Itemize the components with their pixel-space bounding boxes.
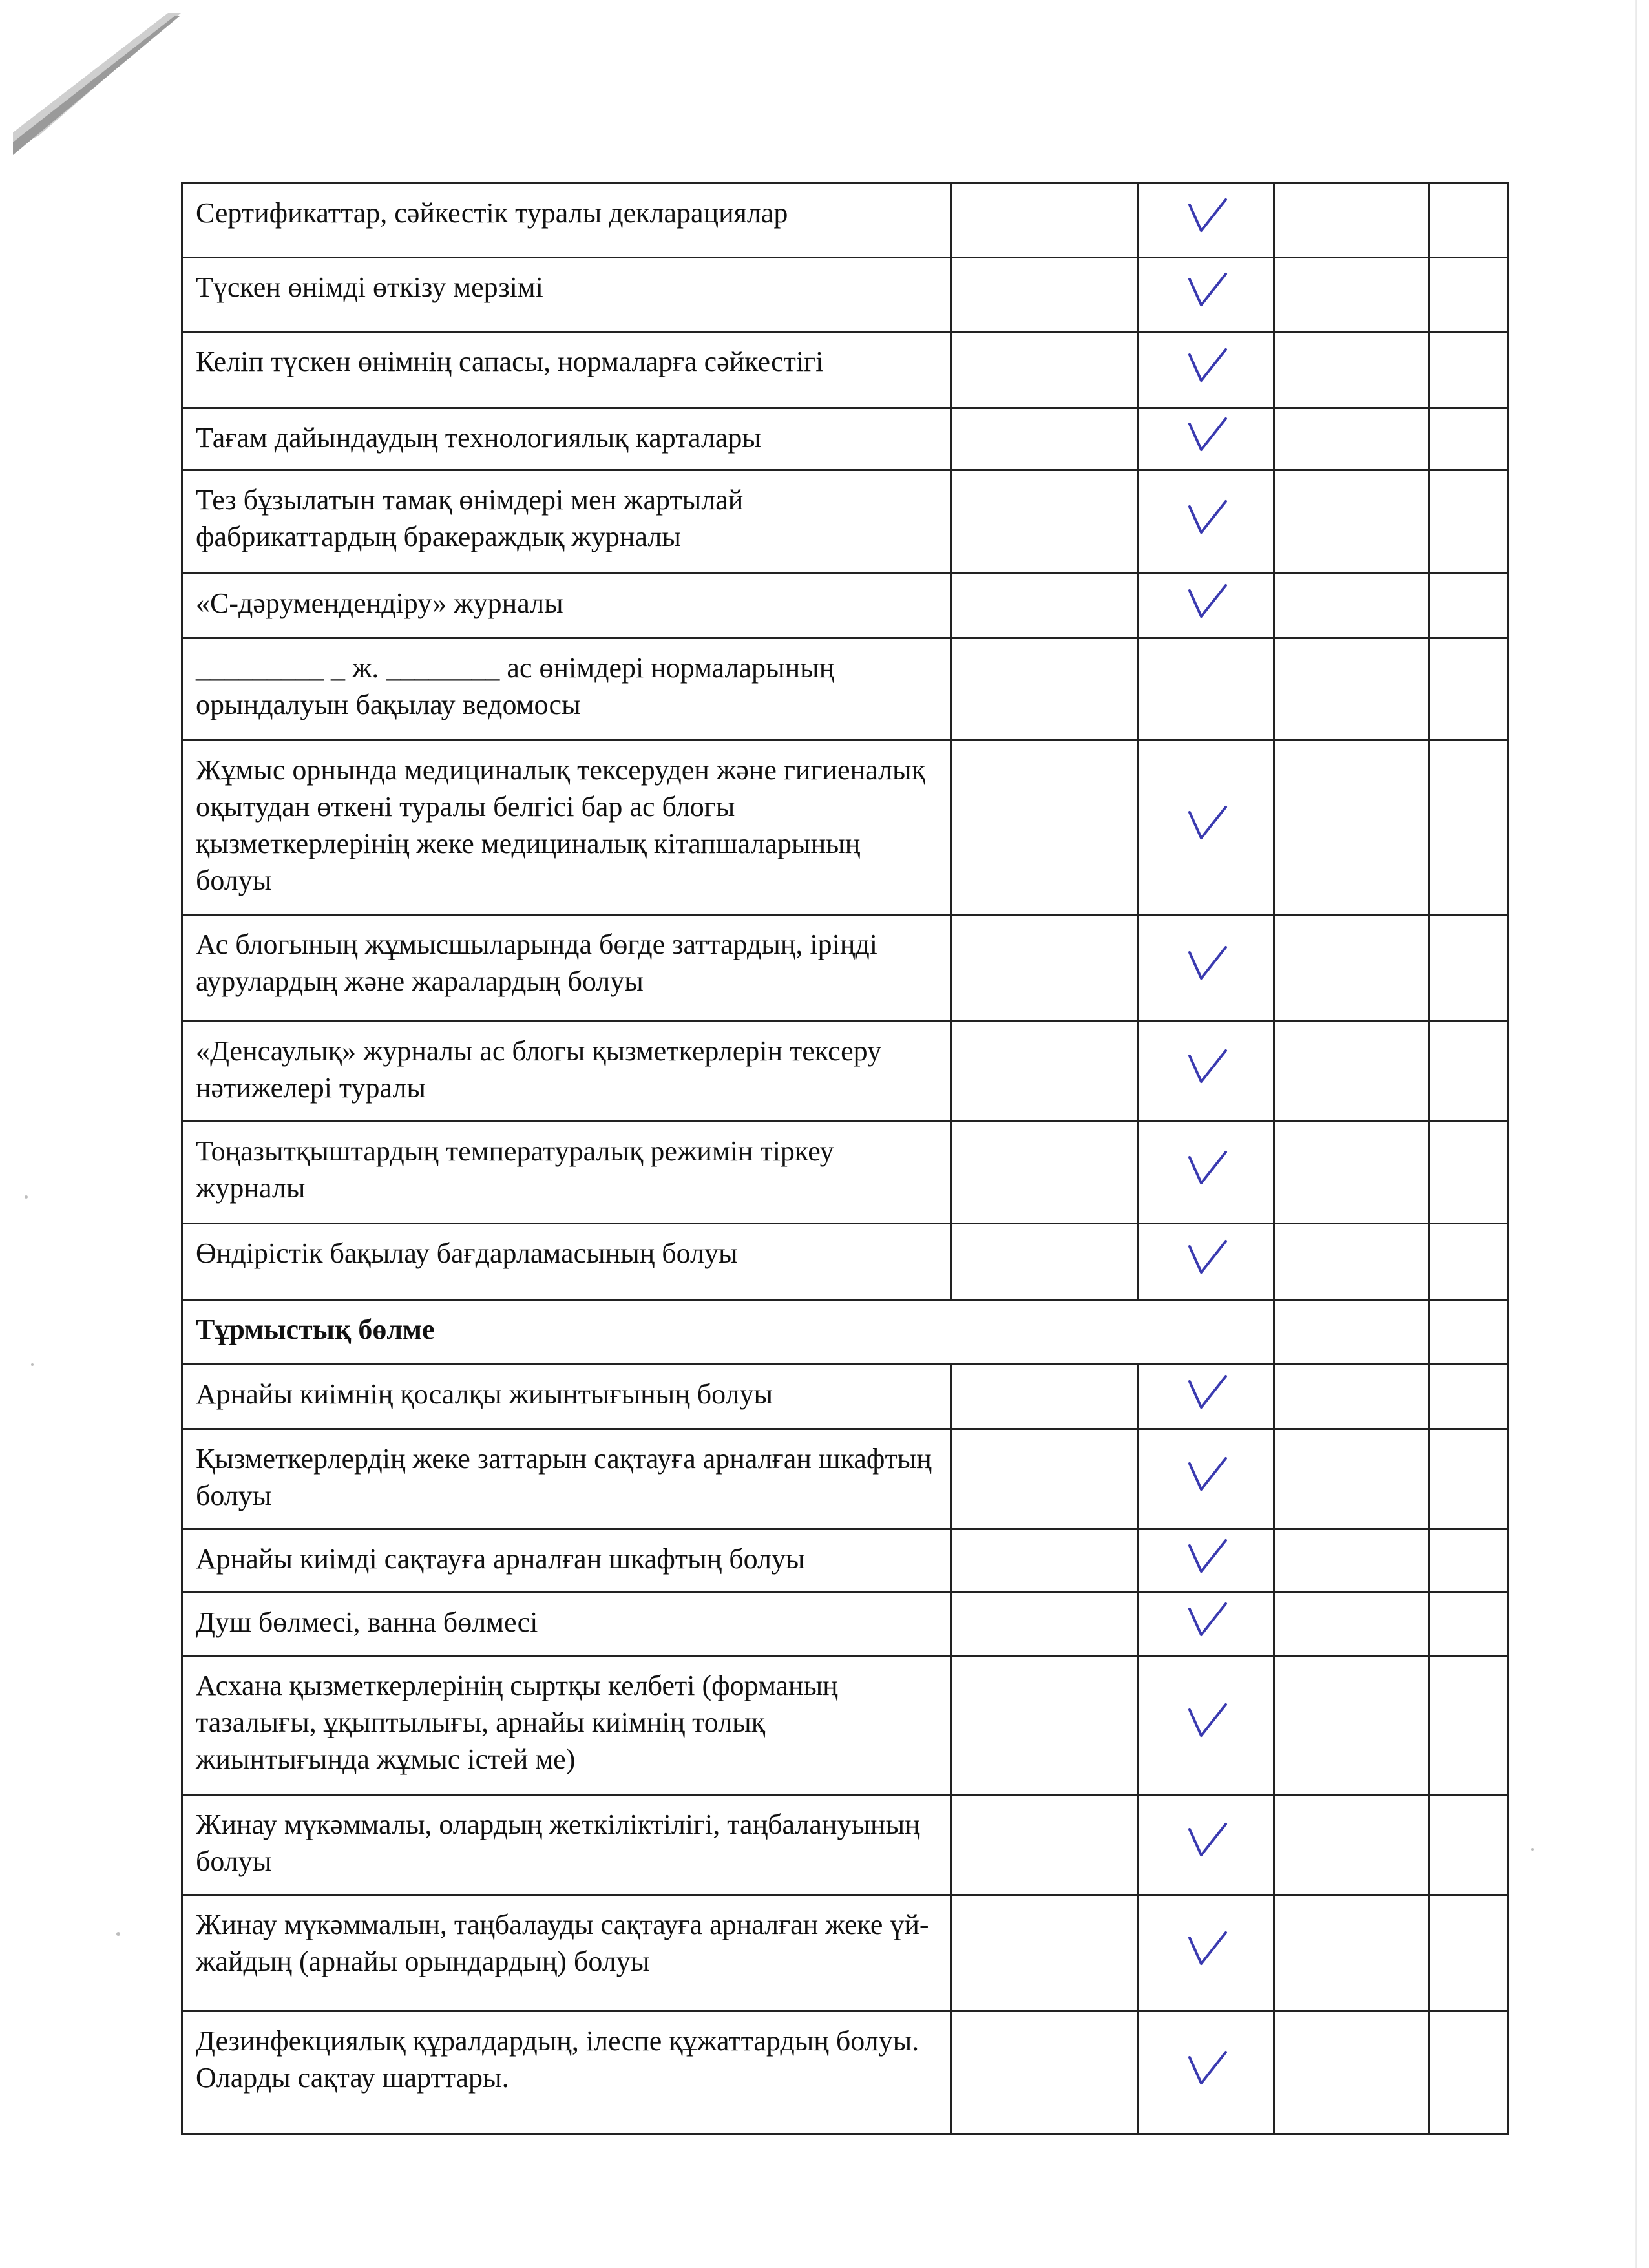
table-row xyxy=(182,574,1508,638)
check-cell xyxy=(1139,332,1274,408)
empty-cell xyxy=(1429,2011,1508,2134)
row-text: «Денсаулық» журналы ас блогы қызметкерлерін тексеру нәтижелері туралы xyxy=(182,1022,951,1122)
row-text: Арнайы киімді сақтауға арналған шкафтың болуы xyxy=(182,1529,951,1593)
empty-cell xyxy=(951,638,1139,740)
empty-cell xyxy=(1429,1795,1508,1895)
check-cell xyxy=(1139,1529,1274,1593)
empty-cell xyxy=(951,2011,1139,2134)
table-row xyxy=(182,408,1508,470)
table-row xyxy=(182,1365,1508,1429)
empty-cell xyxy=(951,184,1139,258)
empty-cell xyxy=(951,470,1139,574)
empty-cell xyxy=(1274,1224,1429,1300)
check-mark-icon xyxy=(1181,1926,1232,1971)
scan-edge-artifact xyxy=(1635,0,1637,2268)
empty-cell xyxy=(951,1429,1139,1529)
empty-cell xyxy=(951,915,1139,1022)
table-row xyxy=(182,1795,1508,1895)
row-text: Жинау мүкәммалы, олардың жеткіліктілігі, таңбалануының болуы xyxy=(182,1795,951,1895)
row-text: Келіп түскен өнімнің сапасы, нормаларға сәйкестігі xyxy=(182,332,951,408)
empty-cell xyxy=(951,574,1139,638)
check-mark-icon xyxy=(1181,941,1232,986)
row-text: Жинау мүкәммалын, таңбалауды сақтауға арналған жеке үй-жайдың (арнайы орындардың) болуы xyxy=(182,1895,951,2011)
table-row xyxy=(182,1656,1508,1795)
check-mark-icon xyxy=(1181,1452,1232,1497)
row-text: Тез бұзылатын тамақ өнімдері мен жартылай фабрикаттардың бракераждық журналы xyxy=(182,470,951,574)
empty-cell xyxy=(1429,574,1508,638)
empty-cell xyxy=(1429,1593,1508,1656)
empty-cell xyxy=(1429,470,1508,574)
table-row xyxy=(182,1593,1508,1656)
empty-cell xyxy=(1274,258,1429,332)
table-row xyxy=(182,1122,1508,1224)
empty-cell xyxy=(1274,470,1429,574)
check-mark-icon xyxy=(1181,1698,1232,1743)
empty-cell xyxy=(1274,1895,1429,2011)
scan-speck xyxy=(31,1363,34,1366)
check-mark-icon xyxy=(1181,1534,1232,1579)
empty-cell xyxy=(1274,574,1429,638)
row-text: Қызметкерлердің жеке заттарын сақтауға арналған шкафтың болуы xyxy=(182,1429,951,1529)
row-text: Дезинфекциялық құралдардың, ілеспе құжаттардың болуы. Оларды сақтау шарттары. xyxy=(182,2011,951,2134)
check-mark-icon xyxy=(1181,2046,1232,2091)
check-cell xyxy=(1139,184,1274,258)
row-text: Жұмыс орнында медициналық тексеруден және гигиеналық оқытудан өткені туралы белгісі бар ас блогы қызметкерлерінің жеке медициналық кітапшаларының болуы xyxy=(182,740,951,915)
check-mark-icon xyxy=(1181,1235,1232,1280)
empty-cell xyxy=(1274,1429,1429,1529)
scan-speck xyxy=(116,1932,120,1936)
table-row xyxy=(182,258,1508,332)
empty-cell xyxy=(1274,408,1429,470)
check-cell xyxy=(1139,915,1274,1022)
empty-cell xyxy=(951,1795,1139,1895)
check-cell xyxy=(1139,2011,1274,2134)
empty-cell xyxy=(1429,638,1508,740)
empty-cell xyxy=(1429,1429,1508,1529)
checklist-table xyxy=(181,182,1509,2135)
check-cell xyxy=(1139,470,1274,574)
scan-speck xyxy=(25,1195,28,1199)
check-mark-icon xyxy=(1181,343,1232,388)
empty-cell xyxy=(951,1895,1139,2011)
scan-speck xyxy=(1531,1848,1534,1851)
table-row xyxy=(182,638,1508,740)
empty-cell xyxy=(951,1122,1139,1224)
check-cell xyxy=(1139,1895,1274,2011)
check-mark-icon xyxy=(1181,1044,1232,1089)
empty-cell xyxy=(1274,184,1429,258)
empty-cell xyxy=(951,1365,1139,1429)
check-mark-icon xyxy=(1181,1597,1232,1643)
check-cell xyxy=(1139,1795,1274,1895)
check-mark-icon xyxy=(1181,1818,1232,1863)
table-row xyxy=(182,184,1508,258)
empty-cell xyxy=(1274,1365,1429,1429)
row-text: «С-дәрумендендіру» журналы xyxy=(182,574,951,638)
check-mark-icon xyxy=(1181,1146,1232,1191)
empty-cell xyxy=(1429,1300,1508,1365)
empty-cell xyxy=(1274,1795,1429,1895)
empty-cell xyxy=(1429,184,1508,258)
table-row xyxy=(182,1429,1508,1529)
check-cell xyxy=(1139,258,1274,332)
empty-cell xyxy=(1274,1300,1429,1365)
check-cell xyxy=(1139,1365,1274,1429)
empty-cell xyxy=(1429,1022,1508,1122)
check-cell xyxy=(1139,1593,1274,1656)
empty-cell xyxy=(1274,2011,1429,2134)
check-cell xyxy=(1139,1122,1274,1224)
empty-cell xyxy=(1274,1656,1429,1795)
empty-cell xyxy=(1274,1122,1429,1224)
empty-cell xyxy=(1429,1529,1508,1593)
check-mark-icon xyxy=(1181,1370,1232,1415)
empty-cell xyxy=(951,1656,1139,1795)
scan-corner-artifact xyxy=(13,13,181,155)
check-cell xyxy=(1139,574,1274,638)
check-cell xyxy=(1139,638,1274,740)
row-text: Душ бөлмесі, ванна бөлмесі xyxy=(182,1593,951,1656)
check-mark-icon xyxy=(1181,579,1232,624)
empty-cell xyxy=(951,1022,1139,1122)
check-cell xyxy=(1139,408,1274,470)
empty-cell xyxy=(1274,332,1429,408)
row-text: Асхана қызметкерлерінің сыртқы келбеті (форманың тазалығы, ұқыптылығы, арнайы киімнің толық жиынтығында жұмыс істей ме) xyxy=(182,1656,951,1795)
table-row xyxy=(182,1224,1508,1300)
table-row xyxy=(182,915,1508,1022)
table-row xyxy=(182,2011,1508,2134)
empty-cell xyxy=(1429,1122,1508,1224)
row-text: Түскен өнімді өткізу мерзімі xyxy=(182,258,951,332)
row-text: _________ _ ж. ________ ас өнімдері нормаларының орындалуын бақылау ведомосы xyxy=(182,638,951,740)
empty-cell xyxy=(1429,258,1508,332)
empty-cell xyxy=(951,332,1139,408)
table-row xyxy=(182,470,1508,574)
empty-cell xyxy=(1429,1224,1508,1300)
empty-cell xyxy=(1274,915,1429,1022)
empty-cell xyxy=(1429,408,1508,470)
check-cell xyxy=(1139,1656,1274,1795)
empty-cell xyxy=(1429,1365,1508,1429)
empty-cell xyxy=(951,1593,1139,1656)
check-cell xyxy=(1139,1429,1274,1529)
check-mark-icon xyxy=(1181,495,1232,540)
empty-cell xyxy=(1274,740,1429,915)
row-text: Өндірістік бақылау бағдарламасының болуы xyxy=(182,1224,951,1300)
section-row xyxy=(182,1300,1508,1365)
empty-cell xyxy=(1429,1895,1508,2011)
check-mark-icon xyxy=(1181,412,1232,457)
row-text: Тоңазытқыштардың температуралық режимін тіркеу журналы xyxy=(182,1122,951,1224)
table-row xyxy=(182,332,1508,408)
empty-cell xyxy=(1429,332,1508,408)
check-cell xyxy=(1139,740,1274,915)
row-text: Тағам дайындаудың технологиялық карталары xyxy=(182,408,951,470)
row-text: Сертификаттар, сәйкестік туралы декларациялар xyxy=(182,184,951,258)
empty-cell xyxy=(1274,1593,1429,1656)
check-mark-icon xyxy=(1181,268,1232,313)
empty-cell xyxy=(951,258,1139,332)
row-text: Арнайы киімнің қосалқы жиынтығының болуы xyxy=(182,1365,951,1429)
section-title: Тұрмыстық бөлме xyxy=(182,1300,1274,1365)
empty-cell xyxy=(1429,740,1508,915)
check-cell xyxy=(1139,1022,1274,1122)
empty-cell xyxy=(1429,1656,1508,1795)
row-text: Ас блогының жұмысшыларында бөгде заттардың, іріңді аурулардың және жаралардың болуы xyxy=(182,915,951,1022)
empty-cell xyxy=(951,1224,1139,1300)
empty-cell xyxy=(951,740,1139,915)
check-mark-icon xyxy=(1181,801,1232,846)
table-row xyxy=(182,1895,1508,2011)
empty-cell xyxy=(1274,638,1429,740)
empty-cell xyxy=(1274,1022,1429,1122)
empty-cell xyxy=(951,1529,1139,1593)
table-row xyxy=(182,1529,1508,1593)
check-mark-icon xyxy=(1181,193,1232,238)
table-row xyxy=(182,740,1508,915)
empty-cell xyxy=(951,408,1139,470)
check-cell xyxy=(1139,1224,1274,1300)
empty-cell xyxy=(1429,915,1508,1022)
table-row xyxy=(182,1022,1508,1122)
empty-cell xyxy=(1274,1529,1429,1593)
